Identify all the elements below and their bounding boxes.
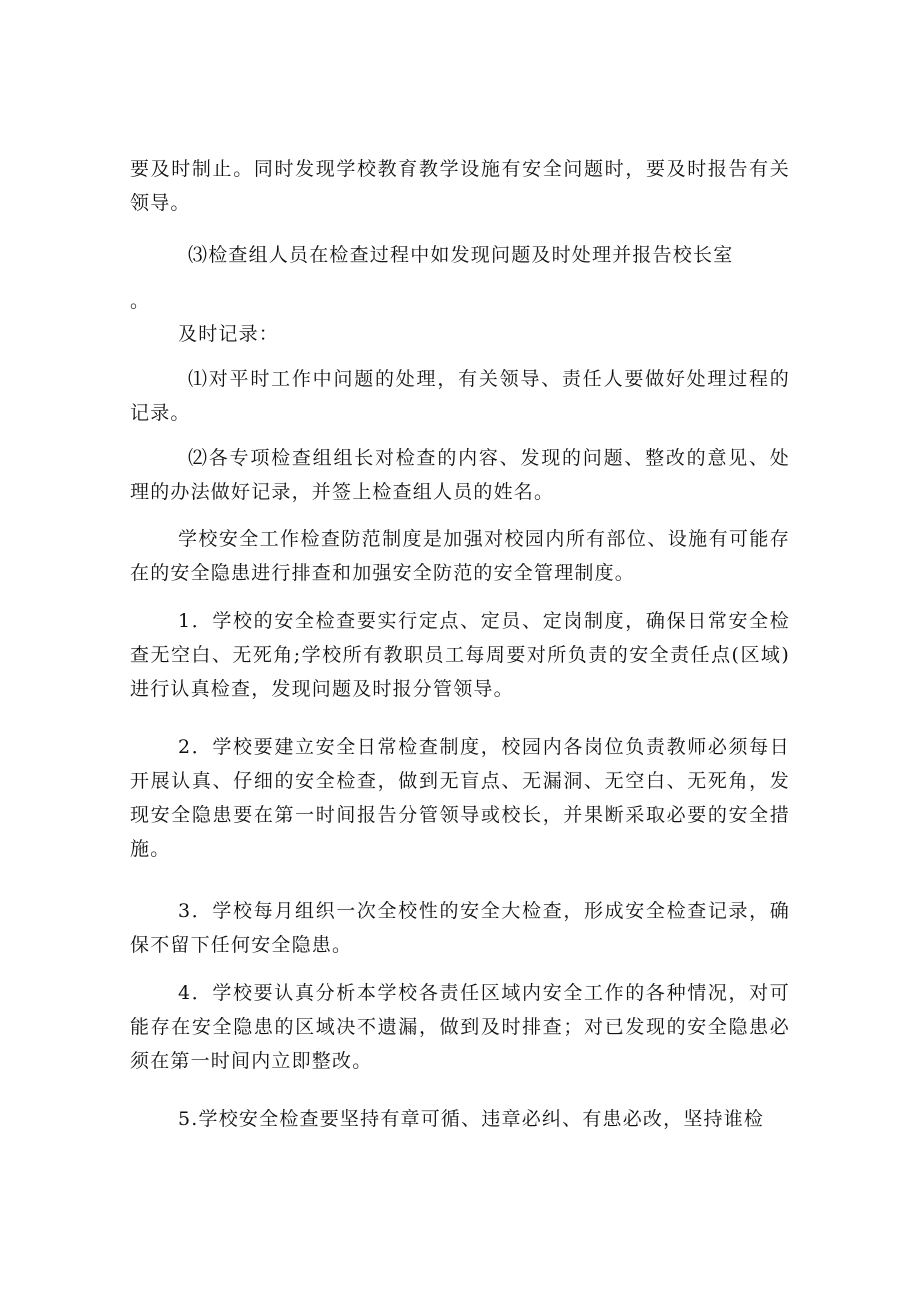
- paragraph-record-item-2: ⑵各专项检查组组长对检查的内容、发现的问题、整改的意见、处理的办法做好记录，并签上检查组人员的姓名。: [130, 447, 790, 503]
- paragraph-stray-period: 。: [130, 290, 151, 312]
- paragraph-continuation: 要及时制止。同时发现学校教育教学设施有安全问题时，要及时报告有关领导。: [130, 158, 790, 214]
- paragraph-heading-record: 及时记录：: [178, 323, 280, 345]
- paragraph-rule-5: 5.学校安全检查要坚持有章可循、违章必纠、有患必改，坚持谁检: [178, 1108, 765, 1130]
- paragraph-record-item-1: ⑴对平时工作中问题的处理，有关领导、责任人要做好处理过程的记录。: [130, 368, 790, 424]
- paragraph-rule-4: 4．学校要认真分析本学校各责任区域内安全工作的各种情况，对可能存在安全隐患的区域决不遗漏，做到及时排查；对已发现的安全隐患必须在第一时间内立即整改。: [130, 982, 790, 1072]
- paragraph-intro: 学校安全工作检查防范制度是加强对校园内所有部位、设施有可能存在的安全隐患进行排查和加强安全防范的安全管理制度。: [130, 528, 790, 584]
- paragraph-rule-2: 2．学校要建立安全日常检查制度，校园内各岗位负责教师必须每日开展认真、仔细的安全检查，做到无盲点、无漏洞、无空白、无死角，发现安全隐患要在第一时间报告分管领导或校长，并果断采取必要的安全措施。: [130, 736, 790, 860]
- paragraph-rule-3: 3．学校每月组织一次全校性的安全大检查，形成安全检查记录，确保不留下任何安全隐患。: [130, 900, 790, 956]
- paragraph-item-3: ⑶检查组人员在检查过程中如发现问题及时处理并报告校长室: [188, 244, 734, 266]
- paragraph-rule-1: 1．学校的安全检查要实行定点、定员、定岗制度，确保日常安全检查无空白、无死角;学校所有教职员工每周要对所负责的安全责任点(区域)进行认真检查，发现问题及时报分管领导。: [130, 610, 790, 700]
